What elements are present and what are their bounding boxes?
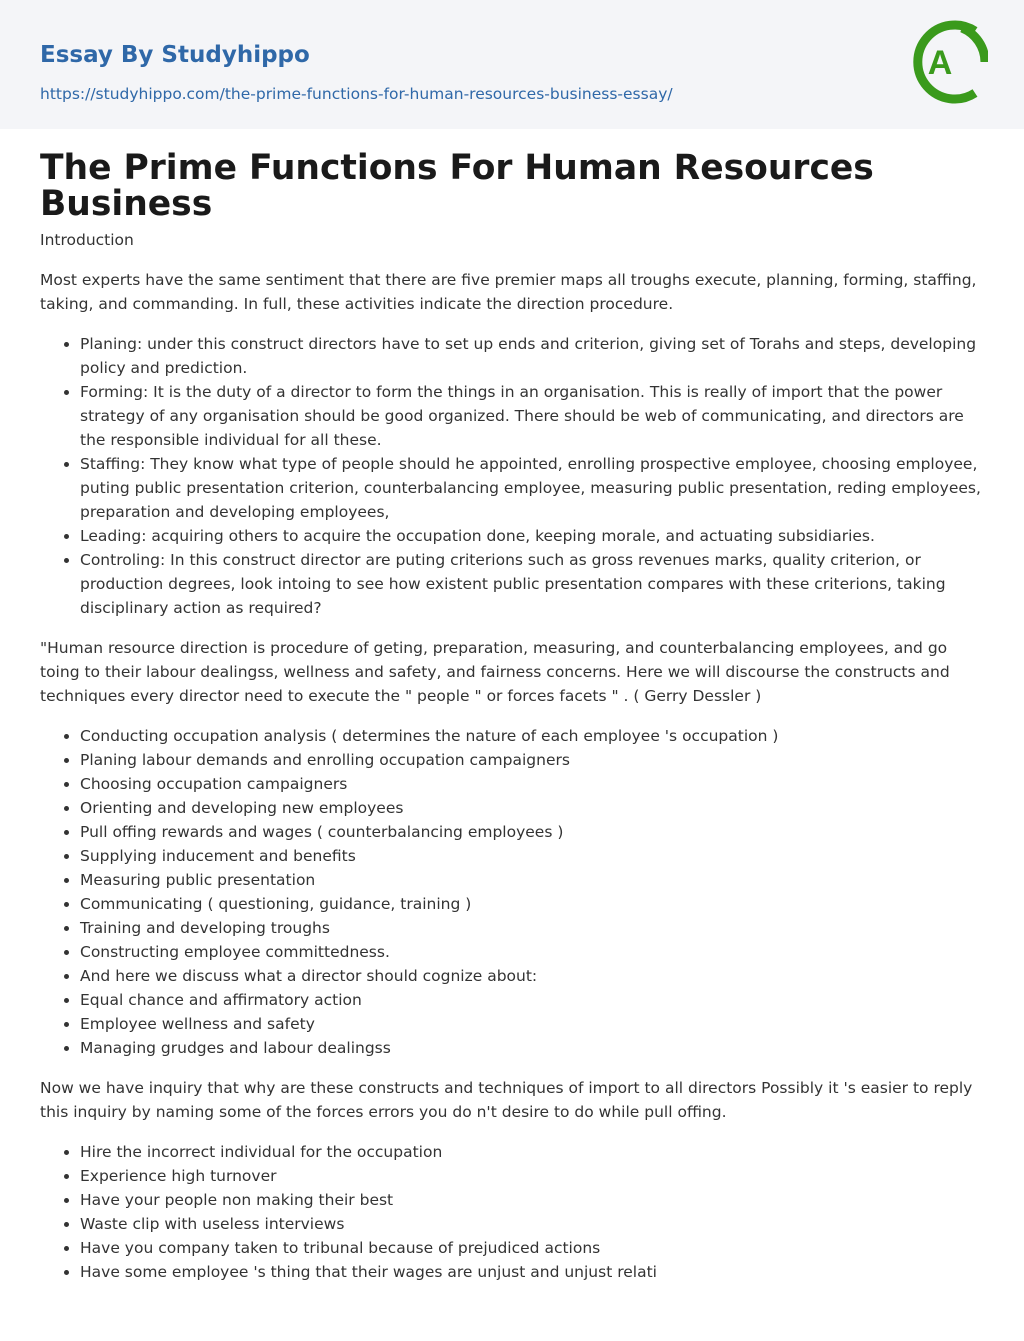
list-item: • Managing grudges and labour dealingss <box>80 1036 985 1060</box>
list-item: • Have your people non making their best <box>80 1188 985 1212</box>
studyhippo-logo-icon[interactable] <box>908 18 988 106</box>
list-item: • Have you company taken to tribunal because of prejudiced actions <box>80 1236 985 1260</box>
list-item: • And here we discuss what a director should cognize about: <box>80 964 985 988</box>
list-item: • Conducting occupation analysis ( determines the nature of each employee 's occupation ) <box>80 724 985 748</box>
essay-body <box>40 228 985 1300</box>
list-item: • Constructing employee committedness. <box>80 940 985 964</box>
list-item: • Have some employee 's thing that their wages are unjust and unjust relati <box>80 1260 985 1284</box>
hr-tasks-list <box>40 724 985 1060</box>
list-item: • Controling: In this construct director are puting criterions such as gross revenues marks, quality criterion, or production degrees, look intoing to see how existent public presentation compares with these criterions, taking disciplinary action as required? <box>80 548 985 620</box>
list-item: • Planing labour demands and enrolling occupation campaigners <box>80 748 985 772</box>
page-title: The Prime Functions For Human Resources Business <box>40 148 874 224</box>
paragraph-2: "Human resource direction is procedure of geting, preparation, measuring, and counterbalancing employees, and go toing to their labour dealingss, wellness and safety, and fairness concerns. Here we will discourse the constructs and techniques every director need to execute the " people " or forces facets " . ( Gerry Dessler ) <box>40 639 950 705</box>
list-item: • Pull offing rewards and wages ( counterbalancing employees ) <box>80 820 985 844</box>
list-item: • Choosing occupation campaigners <box>80 772 985 796</box>
list-item: • Training and developing troughs <box>80 916 985 940</box>
list-item: • Experience high turnover <box>80 1164 985 1188</box>
list-item: • Waste clip with useless interviews <box>80 1212 985 1236</box>
list-item: • Measuring public presentation <box>80 868 985 892</box>
intro-label: Introduction <box>40 231 134 249</box>
list-item: • Communicating ( questioning, guidance, training ) <box>80 892 985 916</box>
essay-url-link[interactable]: https://studyhippo.com/the-prime-functions-for-human-resources-business-essay/ <box>40 85 673 103</box>
list-item: • Staffing: They know what type of people should he appointed, enrolling prospective employee, choosing employee, puting public presentation criterion, counterbalancing employee, measuring public presentation, reding employees, preparation and developing employees, <box>80 452 985 524</box>
list-item: • Employee wellness and safety <box>80 1012 985 1036</box>
list-item: • Hire the incorrect individual for the occupation <box>80 1140 985 1164</box>
paragraph-1: Most experts have the same sentiment that there are five premier maps all troughs execute, planning, forming, staffing, taking, and commanding. In full, these activities indicate the direction procedure. <box>40 271 977 313</box>
mistakes-list <box>40 1140 985 1284</box>
list-item: • Orienting and developing new employees <box>80 796 985 820</box>
logo-letter: A <box>927 44 953 82</box>
brand-title[interactable]: Essay By Studyhippo <box>40 42 310 68</box>
site-header <box>0 0 1024 129</box>
list-item: • Supplying inducement and benefits <box>80 844 985 868</box>
list-item: • Forming: It is the duty of a director to form the things in an organisation. This is really of import that the power strategy of any organisation should be good organized. There should be web of communicating, and directors are the responsible individual for all these. <box>80 380 985 452</box>
list-item: • Equal chance and affirmatory action <box>80 988 985 1012</box>
list-item: • Leading: acquiring others to acquire the occupation done, keeping morale, and actuating subsidiaries. <box>80 524 985 548</box>
list-item: • Planing: under this construct directors have to set up ends and criterion, giving set of Torahs and steps, developing policy and prediction. <box>80 332 985 380</box>
paragraph-3: Now we have inquiry that why are these constructs and techniques of import to all directors Possibly it 's easier to reply this inquiry by naming some of the forces errors you do n't desire to do while pull offing. <box>40 1079 973 1121</box>
functions-list <box>40 332 985 620</box>
